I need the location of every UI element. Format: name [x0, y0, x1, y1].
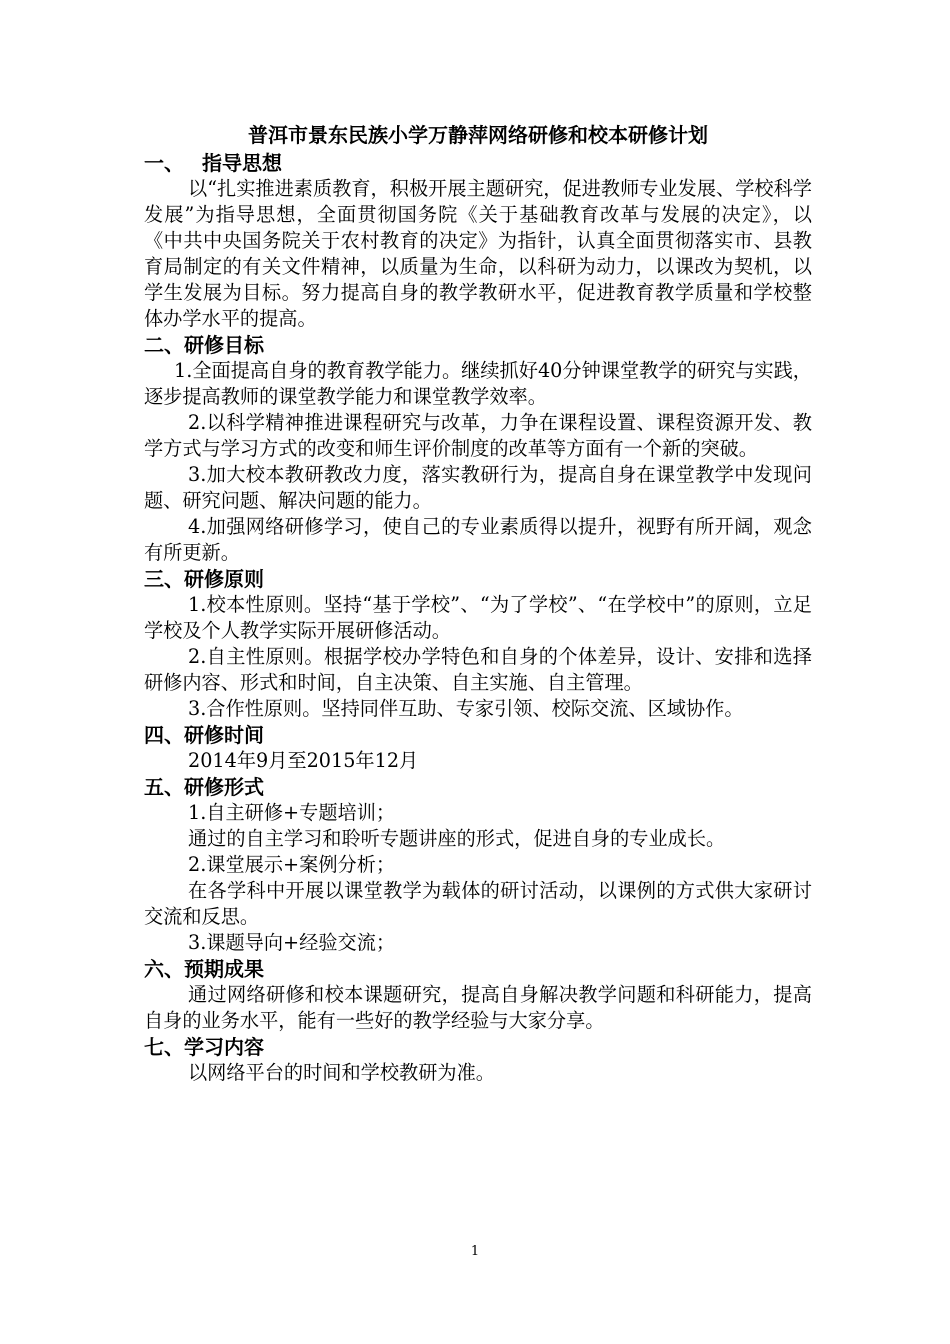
paragraph: 在各学科中开展以课堂教学为载体的研讨活动，以课例的方式供大家研讨交流和反思。 — [144, 879, 812, 928]
paragraph: 以“扎实推进素质教育，积极开展主题研究，促进教师专业发展、学校科学发展”为指导思想，全面贯彻国务院《关于基础教育改革与发展的决定》，以《中共中央国务院关于农村教育的决定》为指针，认真全面贯彻落实市、县教育局制定的有关文件精神，以质量为生命，以科研为动力，以课改为契机，以学生发展为目标。努力提高自身的教学教研水平，促进教育教学质量和学校整体办学水平的提高。 — [144, 177, 812, 330]
section-title: 指导思想 — [202, 151, 282, 175]
section-title: 学习内容 — [184, 1035, 264, 1059]
section-heading-1 — [144, 150, 812, 176]
paragraph: 4.加强网络研修学习，使自己的专业素质得以提升，视野有所开阔，观念有所更新。 — [144, 515, 812, 564]
section-number: 三、 — [144, 567, 184, 591]
section-title: 研修时间 — [184, 723, 264, 747]
paragraph: 3.合作性原则。坚持同伴互助、专家引领、校际交流、区域协作。 — [188, 697, 744, 720]
paragraph: 1.自主研修+专题培训； — [188, 801, 396, 824]
section-heading-3 — [144, 566, 812, 592]
section-heading-6 — [144, 956, 812, 982]
paragraph: 2.以科学精神推进课程研究与改革，力争在课程设置、课程资源开发、教学方式与学习方式的改变和师生评价制度的改革等方面有一个新的突破。 — [144, 411, 812, 460]
section-number: 四、 — [144, 723, 184, 747]
paragraph: 2014年9月至2015年12月 — [188, 749, 419, 772]
paragraph: 以网络平台的时间和学校教研为准。 — [188, 1061, 495, 1084]
section-heading-4 — [144, 722, 812, 748]
paragraph: 2.课堂展示+案例分析； — [188, 853, 396, 876]
paragraph: 1.全面提高自身的教育教学能力。继续抓好40分钟课堂教学的研究与实践，逐步提高教师的课堂教学能力和课堂教学效率。 — [144, 359, 812, 408]
section-number: 一、 — [144, 151, 184, 175]
paragraph: 1.校本性原则。坚持“基于学校”、“为了学校”、“在学校中”的原则，立足学校及个人教学实际开展研修活动。 — [144, 593, 812, 642]
section-heading-7 — [144, 1034, 812, 1060]
paragraph: 2.自主性原则。根据学校办学特色和自身的个体差异，设计、安排和选择研修内容、形式和时间，自主决策、自主实施、自主管理。 — [144, 645, 812, 694]
paragraph: 3.加大校本教研教改力度，落实教研行为，提高自身在课堂教学中发现问题、研究问题、解决问题的能力。 — [144, 463, 812, 512]
section-number: 五、 — [144, 775, 184, 799]
section-title: 研修目标 — [184, 333, 264, 357]
paragraph: 3.课题导向+经验交流； — [188, 931, 396, 954]
paragraph: 通过网络研修和校本课题研究，提高自身解决教学问题和科研能力，提高自身的业务水平，能有一些好的教学经验与大家分享。 — [144, 983, 812, 1032]
section-title: 研修原则 — [184, 567, 264, 591]
document-title: 普洱市景东民族小学万静萍网络研修和校本研修计划 — [248, 123, 708, 147]
section-number: 六、 — [144, 957, 184, 981]
section-heading-5 — [144, 774, 812, 800]
document-body — [144, 120, 812, 1086]
page-number: 1 — [470, 1244, 480, 1259]
section-heading-2 — [144, 332, 812, 358]
section-number: 二、 — [144, 333, 184, 357]
section-title: 研修形式 — [184, 775, 264, 799]
section-title: 预期成果 — [184, 957, 264, 981]
section-number: 七、 — [144, 1035, 184, 1059]
paragraph: 通过的自主学习和聆听专题讲座的形式，促进自身的专业成长。 — [188, 827, 726, 850]
